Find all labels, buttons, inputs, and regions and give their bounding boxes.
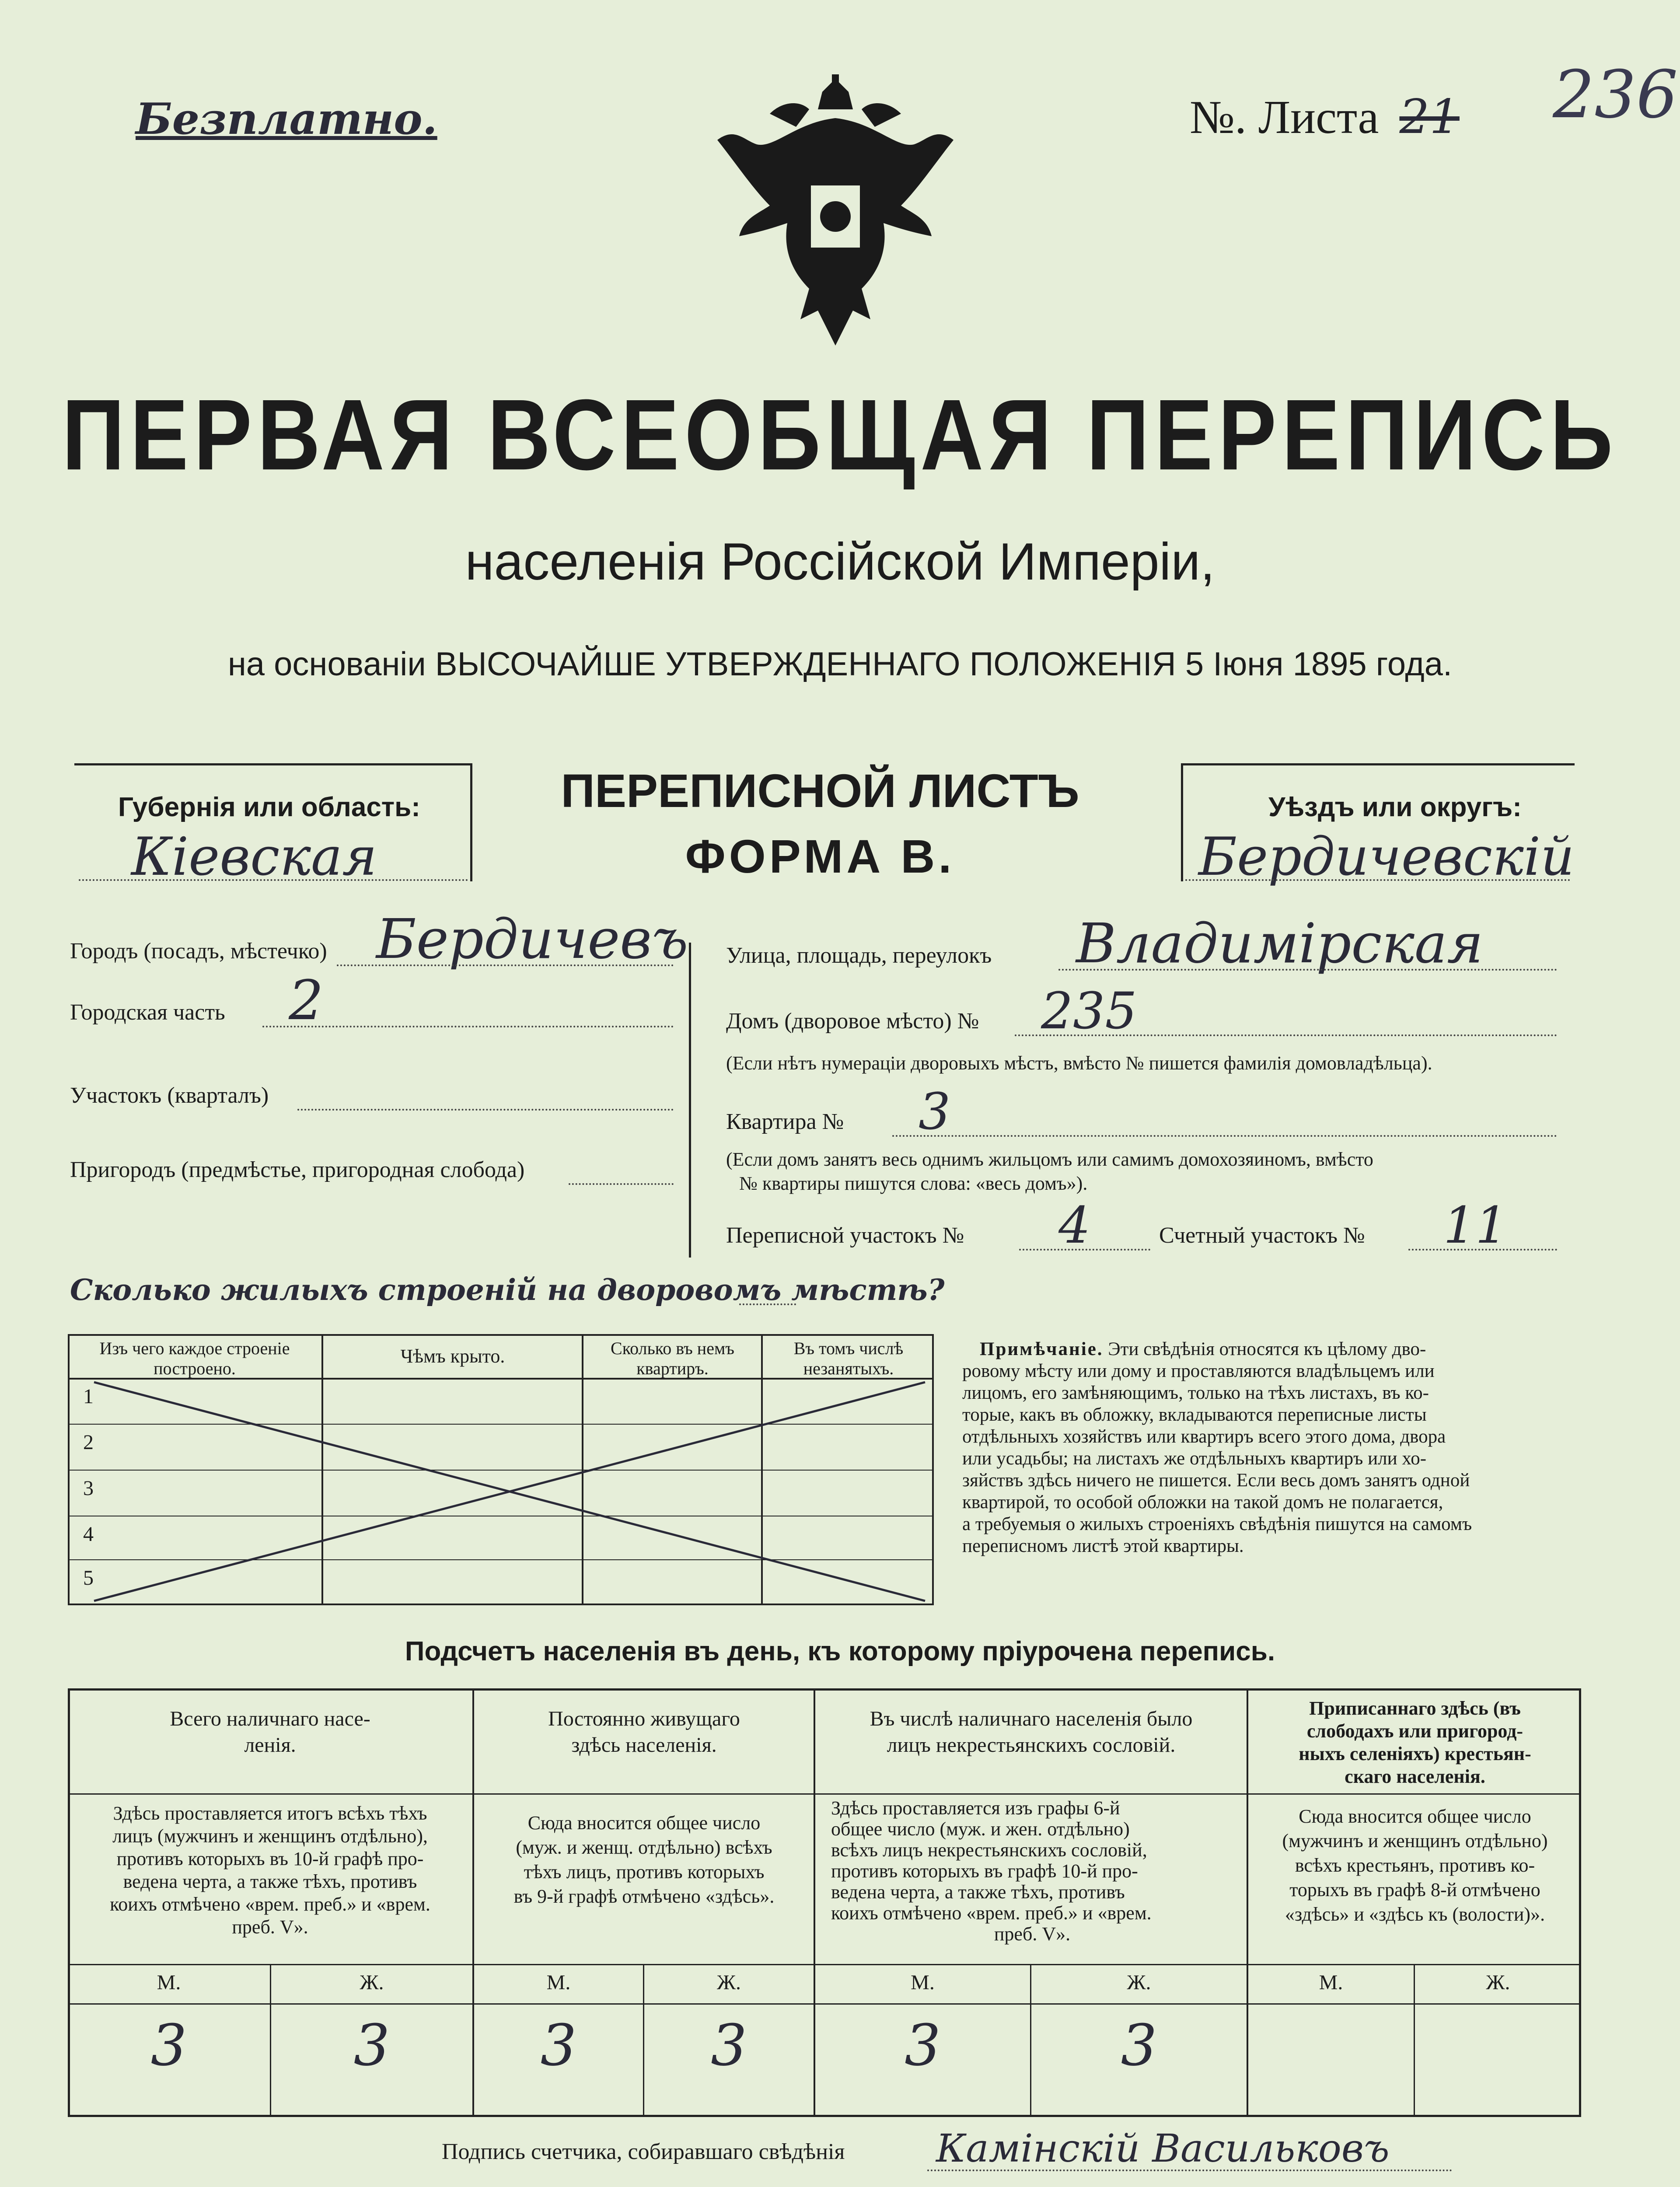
legal-basis: на основаніи ВЫСОЧАЙШЕ УТВЕРЖДЕННАГО ПОЛОЖЕНІЯ 5 Іюня 1895 года.: [227, 646, 1453, 683]
census-subtitle: населенія Россійской Имперіи,: [465, 532, 1215, 591]
buildings-row-number: 2: [83, 1431, 94, 1454]
buildings-crossed-out-mark: [68, 1378, 934, 1605]
city-label: Городъ (посадъ, мѣстечко): [70, 939, 327, 964]
count-title: Подсчетъ населенія въ день, къ которому пріурочена перепись.: [405, 1636, 1275, 1666]
count-male-header: М.: [157, 1971, 181, 1994]
census-title: ПЕРВАЯ ВСЕОБЩАЯ ПЕРЕПИСЬ: [62, 379, 1618, 491]
count-female-header: Ж.: [1127, 1971, 1151, 1994]
suburb-label: Пригородъ (предмѣстье, пригородная слобода): [70, 1157, 525, 1182]
city-part-value: 2: [289, 969, 324, 1032]
count-male-header: М.: [911, 1971, 935, 1994]
note-line: зяйствъ здѣсь ничего не пишется. Если весь домъ занятъ одной: [962, 1470, 1470, 1491]
count-area-value: 11: [1443, 1196, 1508, 1255]
house-label: Домъ (дворовое мѣсто) №: [726, 1009, 979, 1034]
street-label: Улица, площадь, переулокъ: [726, 943, 992, 968]
count-female-header: Ж.: [716, 1971, 741, 1994]
flat-value: 3: [919, 1083, 951, 1141]
signature-value: Камінскій Васильковъ: [936, 2126, 1390, 2171]
buildings-header-flats: Сколько въ немъ квартиръ.: [611, 1338, 734, 1378]
house-value: 235: [1041, 982, 1137, 1041]
buildings-row-number: 3: [83, 1477, 94, 1500]
house-note: (Если нѣтъ нумераціи дворовыхъ мѣстъ, вмѣсто № пишется фамилія домовладѣльца).: [726, 1052, 1432, 1074]
nonpeasant-female-value: 3: [1121, 2012, 1157, 2079]
note-line: квартирой, то особой обложки на такой домъ не полагается,: [962, 1492, 1443, 1513]
note-line: Эти свѣдѣнія относятся къ цѣлому дво-: [1108, 1339, 1426, 1359]
count-male-header: М.: [1319, 1971, 1343, 1994]
count-col-body: Сюда вносится общее число (мужчинъ и женщинъ отдѣльно) всѣхъ крестьянъ, противъ ко- торыхъ въ графѣ 8-й отмѣчено «здѣсь» и «здѣсь къ (волости)».: [1282, 1806, 1548, 1925]
flat-note-line-2: № квартиры пишутся слова: «весь домъ»).: [739, 1173, 1088, 1194]
buildings-row-number: 4: [83, 1523, 94, 1546]
note-line: торые, какъ въ обложку, вкладываются переписные листы: [962, 1404, 1427, 1425]
buildings-row-number: 1: [83, 1385, 94, 1408]
count-col-head: Постоянно живущаго здѣсь населенія.: [548, 1707, 740, 1757]
count-col-head: Въ числѣ наличнаго населенія было лицъ некрестьянскихъ сословій.: [870, 1707, 1193, 1757]
sheet-number: [1190, 90, 1460, 145]
flat-note-line-1: (Если домъ занятъ весь однимъ жильцомъ или самимъ домохозяиномъ, вмѣсто: [726, 1149, 1373, 1170]
buildings-row-number: 5: [83, 1566, 94, 1590]
count-area-label: Счетный участокъ №: [1159, 1223, 1365, 1248]
note-line: отдѣльныхъ хозяйствъ или квартиръ всего этого дома, двора: [962, 1426, 1446, 1447]
count-col-body: Здѣсь проставляется изъ графы 6-й общее число (муж. и жен. отдѣльно) всѣхъ лицъ некрестьянскихъ сословій, противъ которыхъ въ графѣ 10-й про- ведена черта, а также тѣхъ, противъ коихъ отмѣчено «врем. преб.» и «врем. преб. V».: [831, 1797, 1152, 1945]
resident-male-value: 3: [540, 2012, 577, 2079]
count-col-head: Всего наличнаго насе- ленія.: [170, 1707, 370, 1757]
note-title: Примѣчаніе.: [980, 1339, 1104, 1359]
count-col-head: Приписаннаго здѣсь (въ слободахъ или пригород- ныхъ селеніяхъ) крестьян- скаго населенія.: [1299, 1698, 1531, 1787]
sheet-number-struck: 21: [1399, 90, 1460, 144]
census-area-label: Переписной участокъ №: [726, 1223, 964, 1248]
buildings-header-vacant: Въ томъ числѣ незанятыхъ.: [793, 1338, 904, 1378]
sheet-number-label: №. Листа: [1190, 91, 1379, 143]
note: [962, 1338, 1570, 1557]
nonpeasant-male-value: 3: [905, 2012, 941, 2079]
gubernia-label: Губернія или область:: [118, 792, 420, 822]
free-label: Безплатно.: [136, 94, 437, 144]
note-line: переписномъ листѣ этой квартиры.: [962, 1536, 1244, 1556]
census-area-value: 4: [1058, 1196, 1091, 1255]
form-name: ПЕРЕПИСНОЙ ЛИСТЪ: [561, 764, 1079, 817]
city-part-label: Городская часть: [70, 1000, 225, 1025]
note-line: лицомъ, его замѣняющимъ, только на тѣхъ листахъ, въ ко-: [962, 1383, 1429, 1403]
total-female-value: 3: [353, 2012, 390, 2079]
resident-female-value: 3: [711, 2012, 747, 2079]
flat-label: Квартира №: [726, 1109, 844, 1134]
buildings-header-material: Изъ чего каждое строеніе построено.: [99, 1338, 290, 1378]
count-col-body: Здѣсь проставляется итогъ всѣхъ тѣхъ лицъ (мужчинъ и женщинъ отдѣльно), противъ которыхъ въ 10-й графѣ про- ведена черта, а также тѣхъ, противъ коихъ отмѣчено «врем. преб.» и «врем. преб. V».: [110, 1803, 430, 1938]
note-line: или усадьбы; на листахъ же отдѣльныхъ квартиръ или хо-: [962, 1448, 1427, 1469]
imperial-eagle-icon: [709, 74, 962, 372]
stamp-number: 236: [1553, 57, 1678, 133]
gubernia-value: Кіевская: [131, 827, 377, 887]
uezd-label: Уѣздъ или округъ:: [1268, 792, 1522, 822]
count-col-body: Сюда вносится общее число (муж. и женщ. отдѣльно) всѣхъ тѣхъ лицъ, противъ которыхъ въ 9-й графѣ отмѣчено «здѣсь».: [513, 1812, 775, 1907]
note-line: ровому мѣсту или дому и проставляются владѣльцемъ или: [962, 1361, 1435, 1381]
form-label: ФОРМА В.: [685, 830, 955, 883]
district-label: Участокъ (кварталъ): [70, 1083, 269, 1108]
buildings-question: Сколько жилыхъ строеній на дворовомъ мѣстѣ?: [70, 1273, 945, 1307]
note-line: а требуемыя о жилыхъ строеніяхъ свѣдѣнія пишутся на самомъ: [962, 1514, 1472, 1534]
count-female-header: Ж.: [360, 1971, 384, 1994]
street-value: Владимірская: [1076, 912, 1484, 975]
signature-label: Подпись счетчика, собиравшаго свѣдѣнія: [442, 2139, 845, 2164]
count-male-header: М.: [546, 1971, 571, 1994]
buildings-header-roof: Чѣмъ крыто.: [400, 1345, 505, 1367]
total-male-value: 3: [150, 2012, 187, 2079]
count-female-header: Ж.: [1486, 1971, 1510, 1994]
city-value: Бердичевъ: [376, 908, 688, 971]
uezd-value: Бердичевскій: [1198, 827, 1575, 887]
